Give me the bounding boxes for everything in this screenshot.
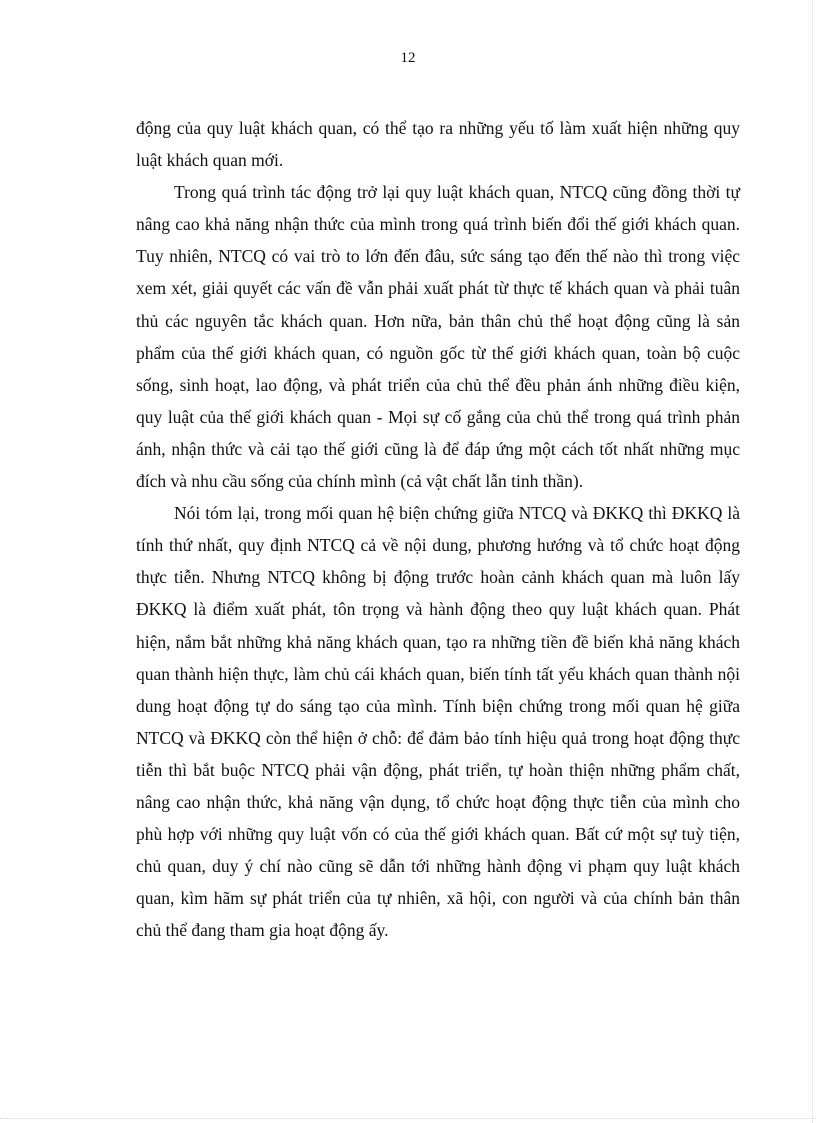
- paragraph-continuation: động của quy luật khách quan, có thể tạo ra những yếu tố làm xuất hiện những quy luật khách quan mới.: [136, 118, 740, 171]
- paragraph-conclusion: Nói tóm lại, trong mối quan hệ biện chứng giữa NTCQ và ĐKKQ thì ĐKKQ là tính thứ nhất, quy định NTCQ cả về nội dung, phương hướng và tổ chức hoạt động thực tiễn. Nhưng NTCQ không bị động trước hoàn cảnh khách quan mà luôn lấy ĐKKQ là điểm xuất phát, tôn trọng và hành động theo quy luật khách quan. Phát hiện, nắm bắt những khả năng khách quan, tạo ra những tiền đề biến khả năng khách quan thành hiện thực, làm chủ cái khách quan, biến tính tất yếu khách quan thành nội dung hoạt động tự do sáng tạo của mình. Tính biện chứng trong mối quan hệ giữa NTCQ và ĐKKQ còn thể hiện ở chỗ: để đảm bảo tính hiệu quả trong hoạt động thực tiễn thì bắt buộc NTCQ phải vận động, phát triển, tự hoàn thiện những phẩm chất, nâng cao nhận thức, khả năng vận dụng, tổ chức hoạt động thực tiễn của mình cho phù hợp với những quy luật vốn có của thế giới khách quan. Bất cứ một sự tuỳ tiện, chủ quan, duy ý chí nào cũng sẽ dẫn tới những hành động vi phạm quy luật khách quan, kìm hãm sự phát triển của tự nhiên, xã hội, con người và của chính bản thân chủ thể đang tham gia hoạt động ấy.: [136, 503, 740, 941]
- page-bottom-border: [0, 1118, 816, 1119]
- page-number: 12: [400, 50, 416, 66]
- paragraph-subject-role: Trong quá trình tác động trở lại quy luật khách quan, NTCQ cũng đồng thời tự nâng cao khả năng nhận thức của mình trong quá trình biến đổi thế giới khách quan. Tuy nhiên, NTCQ có vai trò to lớn đến đâu, sức sáng tạo đến thế nào thì trong việc xem xét, giải quyết các vấn đề vẫn phải xuất phát từ thực tế khách quan và phải tuân thủ các nguyên tắc khách quan. Hơn nữa, bản thân chủ thể hoạt động cũng là sản phẩm của thế giới khách quan, có nguồn gốc từ thế giới khách quan, toàn bộ cuộc sống, sinh hoạt, lao động, và phát triển của chủ thể đều phản ánh những điều kiện, quy luật của thế giới khách quan - Mọi sự cố gắng của chủ thể trong quá trình phản ánh, nhận thức và cải tạo thế giới cũng là để đáp ứng một cách tốt nhất những mục đích và nhu cầu sống của chính mình (cả vật chất lẫn tinh thần).: [136, 182, 740, 492]
- page-right-border: [812, 0, 813, 1123]
- body-text: [136, 112, 740, 946]
